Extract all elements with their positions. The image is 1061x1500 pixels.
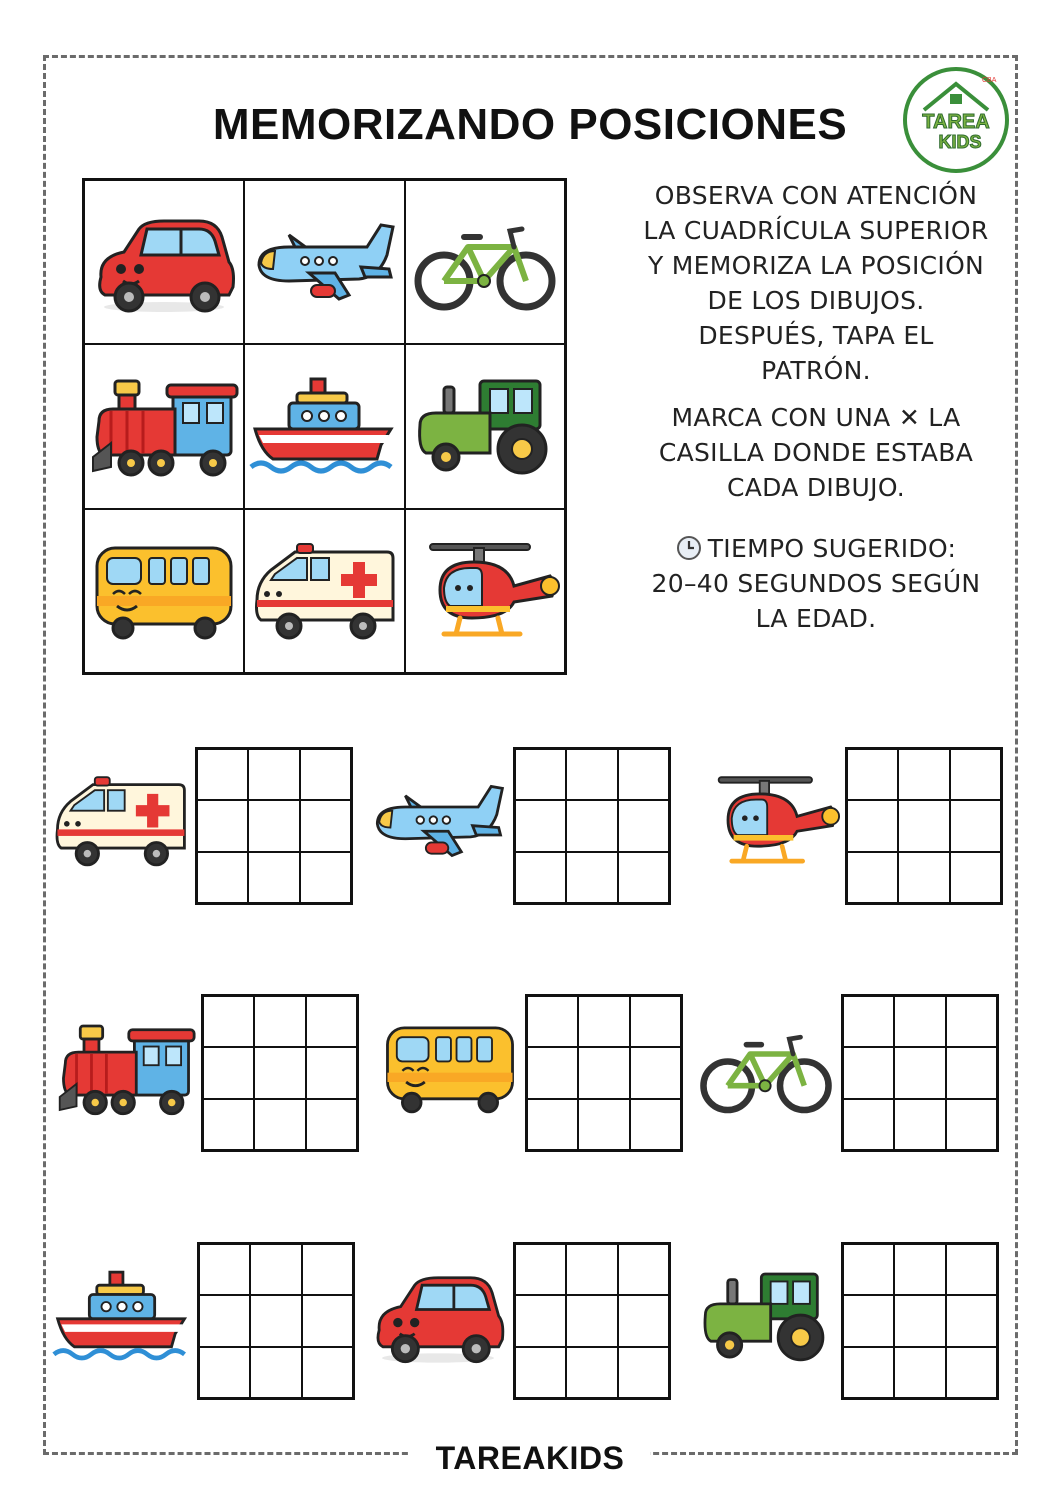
answer-cell[interactable] <box>946 1295 997 1346</box>
answer-cell[interactable] <box>197 800 248 851</box>
answer-cell[interactable] <box>248 800 299 851</box>
airplane-icon <box>249 202 399 322</box>
answer-cell[interactable] <box>578 1047 629 1098</box>
pattern-cell <box>405 509 565 673</box>
car-icon <box>89 202 239 322</box>
answer-cell[interactable] <box>300 800 351 851</box>
instructions-observe: OBSERVA CON ATENCIÓN LA CUADRÍCULA SUPERIOR Y MEMORIZA LA POSICIÓN DE LOS DIBUJOS. DESPUÉS, TAPA EL PATRÓN. <box>643 181 989 385</box>
answer-grid <box>525 994 683 1152</box>
answer-cell[interactable] <box>302 1295 353 1346</box>
answer-cell[interactable] <box>898 852 949 903</box>
answer-cell[interactable] <box>843 1347 894 1398</box>
exercise-item <box>380 992 685 1152</box>
answer-cell[interactable] <box>894 1099 945 1150</box>
pattern-cell <box>84 509 244 673</box>
answer-cell[interactable] <box>515 749 566 800</box>
answer-cell[interactable] <box>946 996 997 1047</box>
pattern-cell <box>244 344 404 508</box>
exercise-item <box>696 1240 1001 1400</box>
answer-cell[interactable] <box>578 996 629 1047</box>
answer-cell[interactable] <box>566 852 617 903</box>
answer-grid <box>201 994 359 1152</box>
answer-cell[interactable] <box>254 1099 305 1150</box>
answer-cell[interactable] <box>199 1347 250 1398</box>
answer-cell[interactable] <box>197 852 248 903</box>
answer-cell[interactable] <box>199 1295 250 1346</box>
bicycle-icon <box>696 1012 836 1124</box>
answer-cell[interactable] <box>306 996 357 1047</box>
boat-icon <box>249 366 399 486</box>
answer-cell[interactable] <box>250 1244 301 1295</box>
answer-cell[interactable] <box>566 1295 617 1346</box>
answer-cell[interactable] <box>630 996 681 1047</box>
ambulance-icon <box>50 765 190 877</box>
answer-cell[interactable] <box>250 1347 301 1398</box>
answer-cell[interactable] <box>946 1244 997 1295</box>
answer-cell[interactable] <box>843 1295 894 1346</box>
answer-cell[interactable] <box>515 852 566 903</box>
answer-cell[interactable] <box>894 1347 945 1398</box>
answer-cell[interactable] <box>946 1099 997 1150</box>
clock-icon <box>676 535 702 561</box>
exercise-item <box>368 1240 673 1400</box>
answer-cell[interactable] <box>199 1244 250 1295</box>
answer-grid <box>841 994 999 1152</box>
answer-cell[interactable] <box>630 1099 681 1150</box>
answer-cell[interactable] <box>566 1347 617 1398</box>
answer-cell[interactable] <box>618 800 669 851</box>
page-title: MEMORIZANDO POSICIONES <box>212 100 848 149</box>
answer-cell[interactable] <box>248 749 299 800</box>
answer-grid <box>841 1242 999 1400</box>
exercise-item <box>696 992 1001 1152</box>
answer-cell[interactable] <box>250 1295 301 1346</box>
tractor-icon <box>410 366 560 486</box>
helicopter-icon <box>700 765 840 877</box>
answer-grid <box>513 747 671 905</box>
answer-cell[interactable] <box>618 1347 669 1398</box>
answer-cell[interactable] <box>300 852 351 903</box>
answer-cell[interactable] <box>843 1099 894 1150</box>
answer-cell[interactable] <box>203 1047 254 1098</box>
answer-cell[interactable] <box>300 749 351 800</box>
pattern-grid <box>82 178 567 675</box>
pattern-cell <box>405 180 565 344</box>
answer-cell[interactable] <box>894 1047 945 1098</box>
answer-cell[interactable] <box>306 1047 357 1098</box>
pattern-cell <box>84 344 244 508</box>
exercise-item <box>56 992 361 1152</box>
exercise-item <box>50 745 355 905</box>
footer-brand: TAREAKIDS <box>435 1440 625 1476</box>
answer-cell[interactable] <box>630 1047 681 1098</box>
answer-cell[interactable] <box>203 996 254 1047</box>
answer-cell[interactable] <box>894 996 945 1047</box>
tractor-icon <box>696 1260 836 1372</box>
answer-cell[interactable] <box>515 1244 566 1295</box>
answer-cell[interactable] <box>618 749 669 800</box>
train-icon <box>56 1012 196 1124</box>
answer-cell[interactable] <box>618 852 669 903</box>
answer-cell[interactable] <box>950 852 1001 903</box>
answer-cell[interactable] <box>515 1347 566 1398</box>
answer-grid <box>845 747 1003 905</box>
helicopter-icon <box>410 531 560 651</box>
answer-cell[interactable] <box>847 852 898 903</box>
answer-cell[interactable] <box>248 852 299 903</box>
answer-grid <box>195 747 353 905</box>
answer-cell[interactable] <box>306 1099 357 1150</box>
answer-cell[interactable] <box>946 1347 997 1398</box>
exercise-item <box>52 1240 357 1400</box>
answer-cell[interactable] <box>894 1295 945 1346</box>
pattern-cell <box>405 344 565 508</box>
answer-cell[interactable] <box>515 800 566 851</box>
answer-cell[interactable] <box>203 1099 254 1150</box>
pattern-cell <box>244 180 404 344</box>
pattern-cell <box>244 509 404 673</box>
boat-icon <box>52 1260 192 1372</box>
answer-cell[interactable] <box>254 1047 305 1098</box>
answer-grid <box>197 1242 355 1400</box>
instructions-timer: TIEMPO SUGERIDO: 20–40 SEGUNDOS SEGÚN LA EDAD. <box>651 534 981 633</box>
answer-cell[interactable] <box>843 1244 894 1295</box>
tareakids-logo <box>902 66 1010 174</box>
logo-badge-text: CBA <box>982 77 997 84</box>
answer-cell[interactable] <box>254 996 305 1047</box>
logo-text-kids: KIDS <box>938 132 982 152</box>
answer-cell[interactable] <box>197 749 248 800</box>
answer-cell[interactable] <box>527 1047 578 1098</box>
answer-cell[interactable] <box>843 1047 894 1098</box>
bus-icon <box>89 531 239 651</box>
answer-cell[interactable] <box>527 996 578 1047</box>
answer-cell[interactable] <box>847 749 898 800</box>
answer-cell[interactable] <box>618 1295 669 1346</box>
answer-cell[interactable] <box>894 1244 945 1295</box>
train-icon <box>89 366 239 486</box>
answer-cell[interactable] <box>566 800 617 851</box>
answer-cell[interactable] <box>843 996 894 1047</box>
answer-cell[interactable] <box>946 1047 997 1098</box>
answer-cell[interactable] <box>566 1244 617 1295</box>
answer-cell[interactable] <box>950 800 1001 851</box>
logo-text-tarea: TAREA <box>922 111 990 133</box>
answer-cell[interactable] <box>578 1099 629 1150</box>
answer-grid <box>513 1242 671 1400</box>
instructions <box>600 178 1032 648</box>
answer-cell[interactable] <box>898 749 949 800</box>
bus-icon <box>380 1012 520 1124</box>
answer-cell[interactable] <box>618 1244 669 1295</box>
car-icon <box>368 1260 508 1372</box>
exercise-item <box>700 745 1005 905</box>
ambulance-icon <box>249 531 399 651</box>
answer-cell[interactable] <box>302 1347 353 1398</box>
answer-cell[interactable] <box>950 749 1001 800</box>
instructions-mark: MARCA CON UNA ✕ LA CASILLA DONDE ESTABA CADA DIBUJO. <box>658 403 974 502</box>
answer-cell[interactable] <box>527 1099 578 1150</box>
answer-cell[interactable] <box>566 749 617 800</box>
exercise-item <box>368 745 673 905</box>
answer-cell[interactable] <box>898 800 949 851</box>
x-mark-icon: ✕ <box>898 403 921 432</box>
answer-cell[interactable] <box>302 1244 353 1295</box>
answer-cell[interactable] <box>847 800 898 851</box>
answer-cell[interactable] <box>515 1295 566 1346</box>
bicycle-icon <box>410 202 560 322</box>
pattern-cell <box>84 180 244 344</box>
airplane-icon <box>368 765 508 877</box>
